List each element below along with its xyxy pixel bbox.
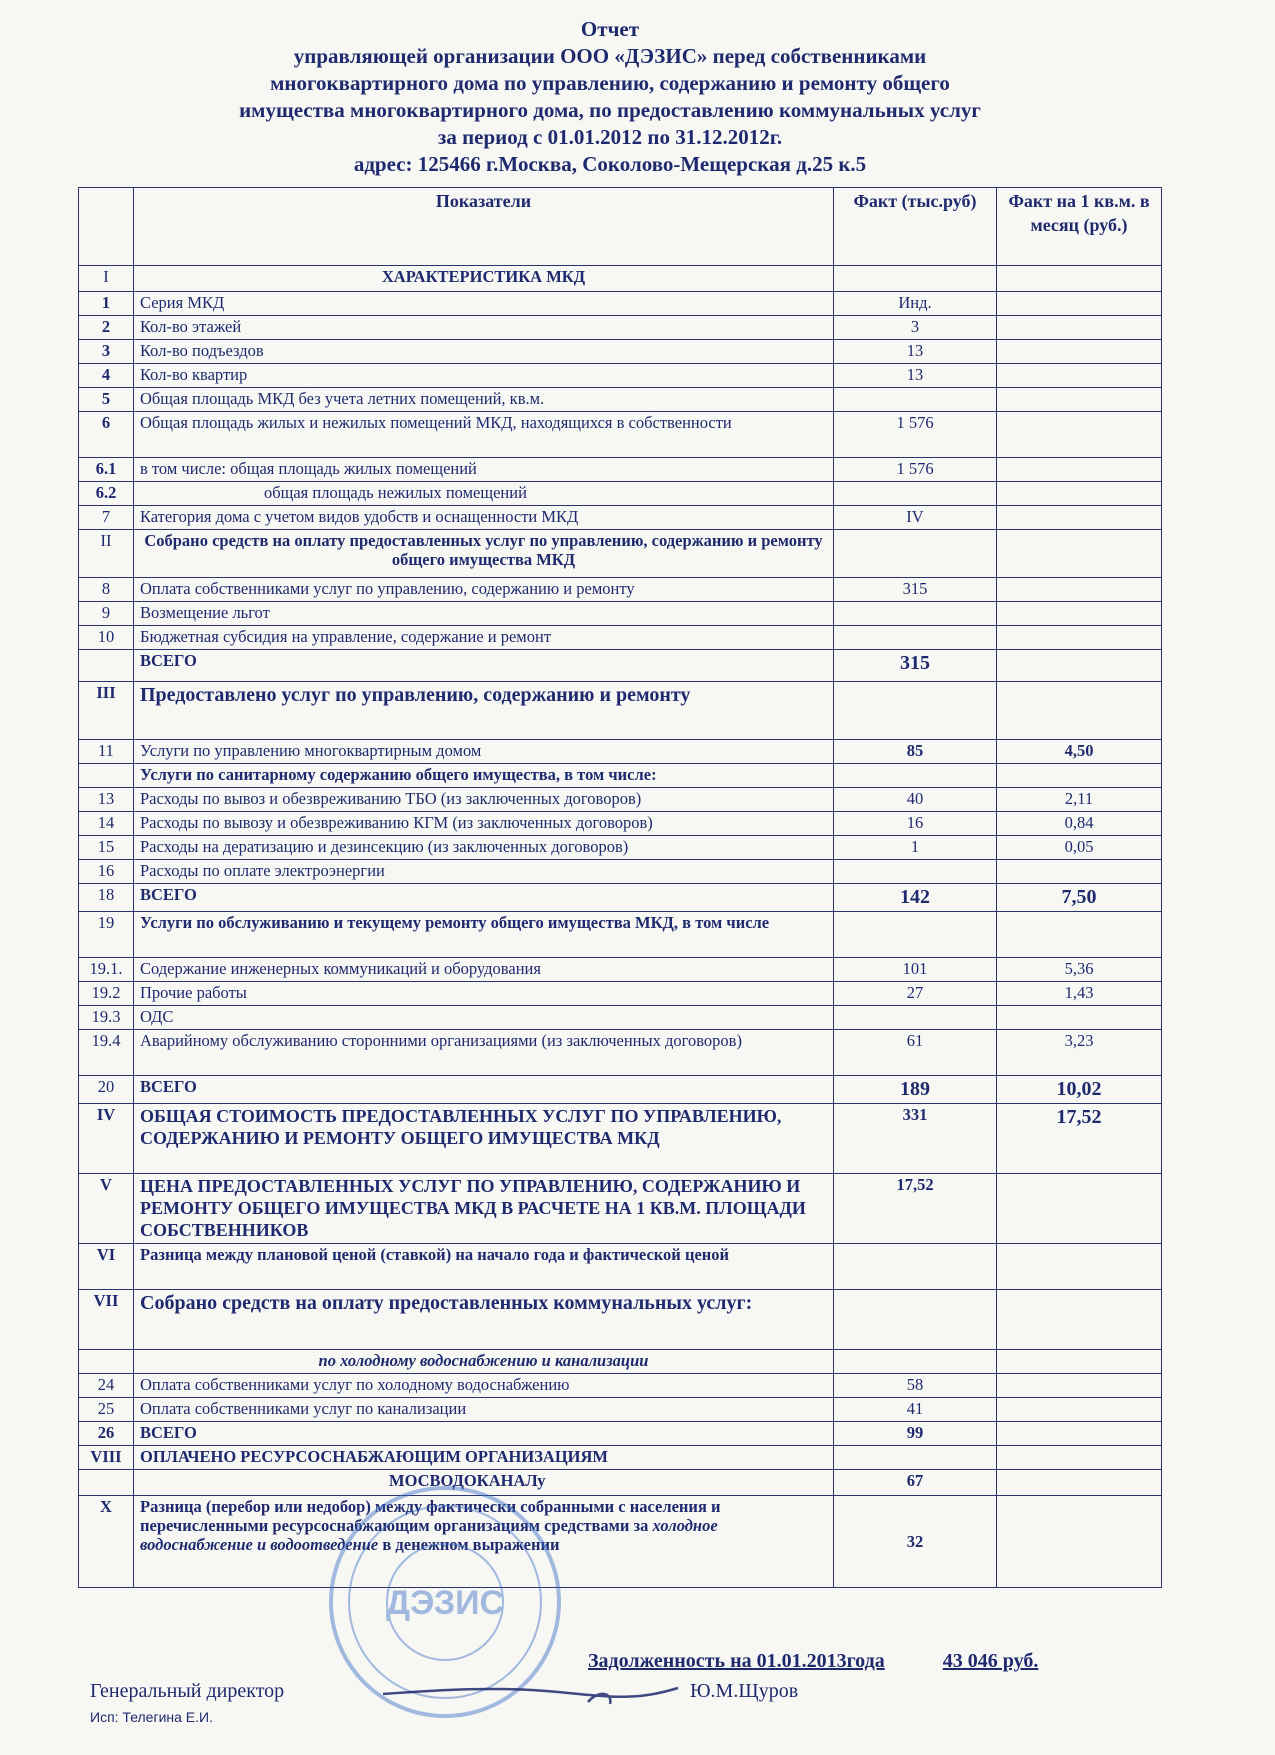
row-fact-per-m2: 0,05 [997,836,1162,860]
row-number: 4 [79,364,134,388]
table-row [79,602,1162,626]
row-fact-per-m2 [997,266,1162,292]
row-number: 6 [79,412,134,458]
table-row [79,388,1162,412]
row-fact: Инд. [834,292,997,316]
row-label-part: Разница (перебор или недобор) между фактически собранными с населения и перечисленными ресурсоснабжающим организациям средствами за [140,1497,721,1535]
row-fact-per-m2: 5,36 [997,958,1162,982]
row-label: Возмещение льгот [134,602,834,626]
row-fact-per-m2: 10,02 [997,1076,1162,1104]
row-number: 25 [79,1398,134,1422]
row-label: Кол-во квартир [134,364,834,388]
row-number: VI [79,1244,134,1290]
row-fact-per-m2 [997,388,1162,412]
table-row [79,1076,1162,1104]
signature [378,1672,708,1712]
row-fact-per-m2 [997,1496,1162,1588]
row-fact: 331 [834,1104,997,1174]
row-label: ВСЕГО [134,884,834,912]
table-row [79,812,1162,836]
table-row [79,530,1162,578]
row-label: Общая площадь жилых и нежилых помещений МКД, находящихся в собственности [134,412,834,458]
row-label: Расходы по вывозу и обезвреживанию КГМ (из заключенных договоров) [134,812,834,836]
table-row [79,1446,1162,1470]
row-label: Расходы по оплате электроэнергии [134,860,834,884]
table-row [79,740,1162,764]
header-line-2: управляющей организации ООО «ДЭЗИС» перед собственниками [293,44,927,68]
table-row [79,458,1162,482]
row-fact-per-m2 [997,682,1162,740]
header-line-4: имущества многоквартирного дома, по предоставлению коммунальных услуг [239,98,981,122]
row-fact: 85 [834,740,997,764]
row-number: 6.2 [79,482,134,506]
row-fact-per-m2 [997,1374,1162,1398]
row-number: 13 [79,788,134,812]
row-fact: 1 [834,836,997,860]
row-fact [834,912,997,958]
table-row [79,316,1162,340]
row-fact [834,1244,997,1290]
report-table [78,187,1162,1588]
row-fact-per-m2 [997,482,1162,506]
table-row [79,412,1162,458]
row-fact: 13 [834,340,997,364]
row-number: 26 [79,1422,134,1446]
table-header-row [79,188,1162,266]
row-label: ВСЕГО [134,1076,834,1104]
row-fact: 1 576 [834,458,997,482]
row-number: III [79,682,134,740]
row-fact-per-m2 [997,1350,1162,1374]
header-line-1: Отчет [580,17,640,41]
row-fact-per-m2 [997,412,1162,458]
row-fact-per-m2 [997,1174,1162,1244]
row-fact [834,1290,997,1350]
row-number [79,1350,134,1374]
row-fact: 61 [834,1030,997,1076]
row-fact-per-m2 [997,530,1162,578]
row-number: IV [79,1104,134,1174]
header-line-6: адрес: 125466 г.Москва, Соколово-Мещерская д.25 к.5 [353,152,867,176]
table-row [79,884,1162,912]
table-row [79,266,1162,292]
row-label: по холодному водоснабжению и канализации [134,1350,834,1374]
row-number: 20 [79,1076,134,1104]
row-number: 11 [79,740,134,764]
row-number: 19.1. [79,958,134,982]
row-number: 6.1 [79,458,134,482]
row-fact [834,1350,997,1374]
row-fact-per-m2 [997,458,1162,482]
row-label: Оплата собственниками услуг по управлению, содержанию и ремонту [134,578,834,602]
row-number [79,1470,134,1496]
row-number: VII [79,1290,134,1350]
row-fact-per-m2: 2,11 [997,788,1162,812]
row-fact-per-m2 [997,1422,1162,1446]
row-fact: 16 [834,812,997,836]
row-fact-per-m2 [997,364,1162,388]
table-row [79,364,1162,388]
row-number: 19.2 [79,982,134,1006]
table-row [79,578,1162,602]
row-fact: 41 [834,1398,997,1422]
row-label: Расходы по вывоз и обезвреживанию ТБО (из заключенных договоров) [134,788,834,812]
row-number: 8 [79,578,134,602]
table-row [79,682,1162,740]
director-name: Ю.М.Щуров [690,1680,799,1702]
header-cell-indicators: Показатели [134,188,834,266]
row-number: 15 [79,836,134,860]
row-number [79,764,134,788]
debt-value: 43 046 руб. [942,1650,1039,1672]
row-fact-per-m2 [997,340,1162,364]
row-fact-per-m2: 7,50 [997,884,1162,912]
table-row [79,1496,1162,1588]
row-label: Собрано средств на оплату предоставленных услуг по управлению, содержанию и ремонту общего имущества МКД [134,530,834,578]
row-fact [834,1006,997,1030]
row-fact: 101 [834,958,997,982]
row-label: Общая площадь МКД без учета летних помещений, кв.м. [134,388,834,412]
row-number: VIII [79,1446,134,1470]
table-row [79,1290,1162,1350]
table-row [79,1006,1162,1030]
row-number: 19.4 [79,1030,134,1076]
table-row [79,506,1162,530]
row-fact-per-m2 [997,650,1162,682]
row-fact-per-m2 [997,1446,1162,1470]
row-label: МОСВОДОКАНАЛу [134,1470,834,1496]
row-label-part: в денежном выражении [378,1535,560,1554]
row-label: Содержание инженерных коммуникаций и оборудования [134,958,834,982]
report-header [60,16,1160,178]
row-label-part-italic: холодное водоснабжение и водоотведение [140,1516,718,1554]
row-fact: 17,52 [834,1174,997,1244]
row-fact-per-m2 [997,1398,1162,1422]
table-row [79,1104,1162,1174]
row-fact [834,388,997,412]
row-fact-per-m2 [997,1006,1162,1030]
row-fact: 32 [834,1496,997,1588]
row-label: Расходы на дератизацию и дезинсекцию (из заключенных договоров) [134,836,834,860]
table-row [79,1350,1162,1374]
row-number: I [79,266,134,292]
row-fact: 315 [834,578,997,602]
row-label: Аварийному обслуживанию сторонними организациями (из заключенных договоров) [134,1030,834,1076]
row-label: ХАРАКТЕРИСТИКА МКД [134,266,834,292]
row-label: Категория дома с учетом видов удобств и оснащенности МКД [134,506,834,530]
row-label: ВСЕГО [134,1422,834,1446]
row-label: Серия МКД [134,292,834,316]
row-label: общая площадь нежилых помещений [134,482,834,506]
row-label: ОБЩАЯ СТОИМОСТЬ ПРЕДОСТАВЛЕННЫХ УСЛУГ ПО УПРАВЛЕНИЮ, СОДЕРЖАНИЮ И РЕМОНТУ ОБЩЕГО ИМУЩЕСТВА МКД [134,1104,834,1174]
row-number: 10 [79,626,134,650]
row-fact [834,764,997,788]
row-fact [834,682,997,740]
table-row [79,982,1162,1006]
row-number [79,650,134,682]
row-label: Услуги по обслуживанию и текущему ремонту общего имущества МКД, в том числе [134,912,834,958]
row-label: Предоставлено услуг по управлению, содержанию и ремонту [134,682,834,740]
row-fact-per-m2: 1,43 [997,982,1162,1006]
row-number: X [79,1496,134,1588]
header-line-3: многоквартирного дома по управлению, содержанию и ремонту общего [270,71,950,95]
row-number: 3 [79,340,134,364]
row-fact [834,530,997,578]
row-fact-per-m2 [997,316,1162,340]
row-label: ОДС [134,1006,834,1030]
executor-name: Исп: Телегина Е.И. [90,1709,213,1725]
row-label: Оплата собственниками услуг по канализации [134,1398,834,1422]
row-fact: 1 576 [834,412,997,458]
row-fact: 13 [834,364,997,388]
row-label: Услуги по управлению многоквартирным домом [134,740,834,764]
row-fact-per-m2 [997,1244,1162,1290]
row-number: V [79,1174,134,1244]
row-label: ВСЕГО [134,650,834,682]
table-row [79,1374,1162,1398]
table-row [79,1030,1162,1076]
row-number: 14 [79,812,134,836]
row-fact-per-m2 [997,860,1162,884]
row-label [134,1496,834,1588]
row-fact-per-m2 [997,912,1162,958]
table-row [79,958,1162,982]
table-row [79,626,1162,650]
table-row [79,340,1162,364]
table-row [79,1470,1162,1496]
table-row [79,482,1162,506]
row-number: 9 [79,602,134,626]
row-fact-per-m2 [997,506,1162,530]
row-label: Кол-во этажей [134,316,834,340]
table-row [79,788,1162,812]
row-fact [834,602,997,626]
row-label: Услуги по санитарному содержанию общего имущества, в том числе: [134,764,834,788]
row-fact [834,626,997,650]
row-fact: 142 [834,884,997,912]
row-fact-per-m2 [997,1470,1162,1496]
row-number: 2 [79,316,134,340]
row-label: Прочие работы [134,982,834,1006]
row-label: Собрано средств на оплату предоставленных коммунальных услуг: [134,1290,834,1350]
row-number: 16 [79,860,134,884]
table-row [79,836,1162,860]
row-label: ЦЕНА ПРЕДОСТАВЛЕННЫХ УСЛУГ ПО УПРАВЛЕНИЮ, СОДЕРЖАНИЮ И РЕМОНТУ ОБЩЕГО ИМУЩЕСТВА МКД В РАСЧЕТЕ НА 1 КВ.М. ПЛОЩАДИ СОБСТВЕННИКОВ [134,1174,834,1244]
row-fact: 67 [834,1470,997,1496]
row-fact-per-m2 [997,626,1162,650]
row-fact [834,482,997,506]
debt-line [588,1650,1038,1673]
header-cell-number [79,188,134,266]
row-fact [834,1446,997,1470]
row-fact-per-m2: 0,84 [997,812,1162,836]
row-fact [834,860,997,884]
row-fact-per-m2: 4,50 [997,740,1162,764]
table-row [79,1422,1162,1446]
row-number: 18 [79,884,134,912]
row-fact: 27 [834,982,997,1006]
table-row [79,912,1162,958]
row-fact: IV [834,506,997,530]
row-label: Кол-во подъездов [134,340,834,364]
table-row [79,1398,1162,1422]
row-number: II [79,530,134,578]
director-title: Генеральный директор [90,1680,285,1702]
table-row [79,1244,1162,1290]
table-row [79,860,1162,884]
stamp-text: ДЭЗИС [385,1584,505,1622]
row-fact: 58 [834,1374,997,1398]
row-fact: 99 [834,1422,997,1446]
header-line-5: за период с 01.01.2012 по 31.12.2012г. [437,125,783,149]
row-number: 5 [79,388,134,412]
row-fact: 189 [834,1076,997,1104]
header-cell-fact: Факт (тыс.руб) [834,188,997,266]
table-row [79,650,1162,682]
row-fact-per-m2: 17,52 [997,1104,1162,1174]
row-label: ОПЛАЧЕНО РЕСУРСОСНАБЖАЮЩИМ ОРГАНИЗАЦИЯМ [134,1446,834,1470]
row-number: 24 [79,1374,134,1398]
row-fact: 40 [834,788,997,812]
row-number: 7 [79,506,134,530]
row-fact: 315 [834,650,997,682]
table-row [79,292,1162,316]
row-fact-per-m2 [997,292,1162,316]
row-fact-per-m2 [997,764,1162,788]
row-fact-per-m2 [997,578,1162,602]
row-fact-per-m2: 3,23 [997,1030,1162,1076]
row-label: Бюджетная субсидия на управление, содержание и ремонт [134,626,834,650]
row-label: Оплата собственниками услуг по холодному водоснабжению [134,1374,834,1398]
signature-stroke [383,1688,678,1704]
row-number: 19 [79,912,134,958]
row-fact-per-m2 [997,602,1162,626]
row-number: 1 [79,292,134,316]
row-fact: 3 [834,316,997,340]
table-row [79,764,1162,788]
row-label: Разница между плановой ценой (ставкой) на начало года и фактической ценой [134,1244,834,1290]
row-label: в том числе: общая площадь жилых помещений [134,458,834,482]
table-row [79,1174,1162,1244]
header-cell-fact-per-m2: Факт на 1 кв.м. в месяц (руб.) [997,188,1162,266]
row-fact [834,266,997,292]
row-fact-per-m2 [997,1290,1162,1350]
row-number: 19.3 [79,1006,134,1030]
debt-label: Задолженность на 01.01.2013года [588,1650,885,1672]
